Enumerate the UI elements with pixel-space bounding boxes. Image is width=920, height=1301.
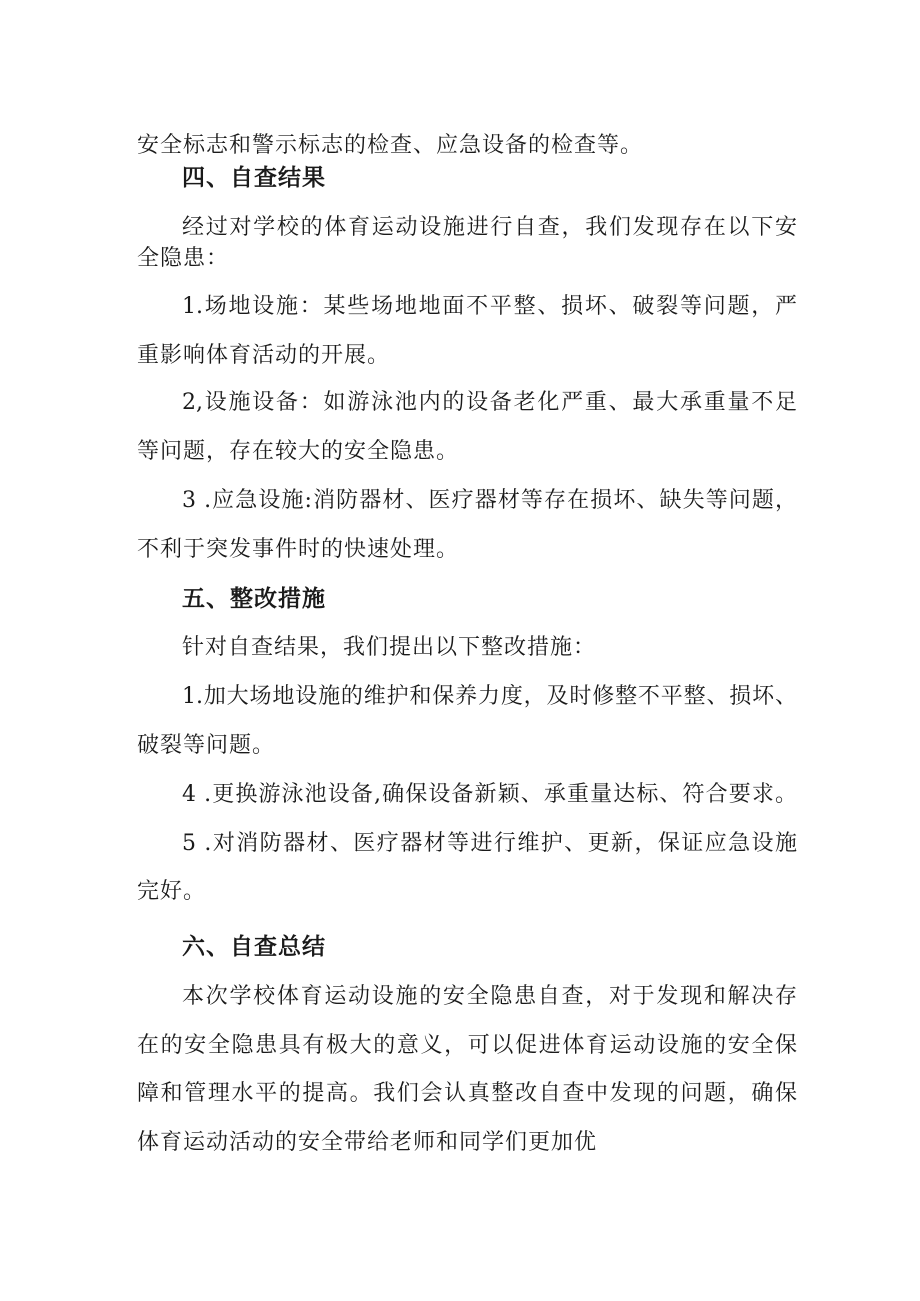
text-line: 针对自查结果，我们提出以下整改措施： (182, 635, 597, 660)
section-heading-rectification: 五、整改措施 (182, 586, 326, 612)
text-line: 本次学校体育运动设施的安全隐患自查，对于发现和解决存 (182, 984, 797, 1009)
text-line: 等问题，存在较大的安全隐患。 (137, 439, 460, 464)
text-line: 在的安全隐患具有极大的意义，可以促进体育运动设施的安全保 (137, 1033, 797, 1058)
text-line: 1.加大场地设施的维护和保养力度，及时修整不平整、损坏、 (182, 684, 797, 709)
section-heading-summary: 六、自查总结 (182, 934, 326, 960)
text-line: 破裂等问题。 (137, 733, 276, 758)
text-line: 3 .应急设施:消防器材、医疗器材等存在损坏、缺失等问题， (182, 488, 797, 513)
text-line: 经过对学校的体育运动设施进行自查，我们发现存在以下安 (182, 215, 797, 240)
text-line: 不利于突发事件时的快速处理。 (137, 537, 460, 562)
text-line: 全隐患： (137, 246, 230, 271)
text-line: 5 .对消防器材、医疗器材等进行维护、更新，保证应急设施 (182, 831, 797, 856)
section-heading-results: 四、自查结果 (182, 165, 326, 191)
text-line: 障和管理水平的提高。我们会认真整改自查中发现的问题，确保 (137, 1081, 797, 1106)
text-line: 安全标志和警示标志的检查、应急设备的检查等。 (137, 133, 644, 158)
text-line: 重影响体育活动的开展。 (137, 343, 391, 368)
text-line: 完好。 (137, 879, 207, 904)
text-line: 2,设施设备：如游泳池内的设备老化严重、最大承重量不足 (182, 390, 797, 415)
text-line: 4 .更换游泳池设备,确保设备新颖、承重量达标、符合要求。 (182, 782, 797, 807)
text-line: 体育运动活动的安全带给老师和同学们更加优 (137, 1130, 598, 1155)
text-line: 1.场地设施：某些场地地面不平整、损坏、破裂等问题，严 (182, 294, 797, 319)
